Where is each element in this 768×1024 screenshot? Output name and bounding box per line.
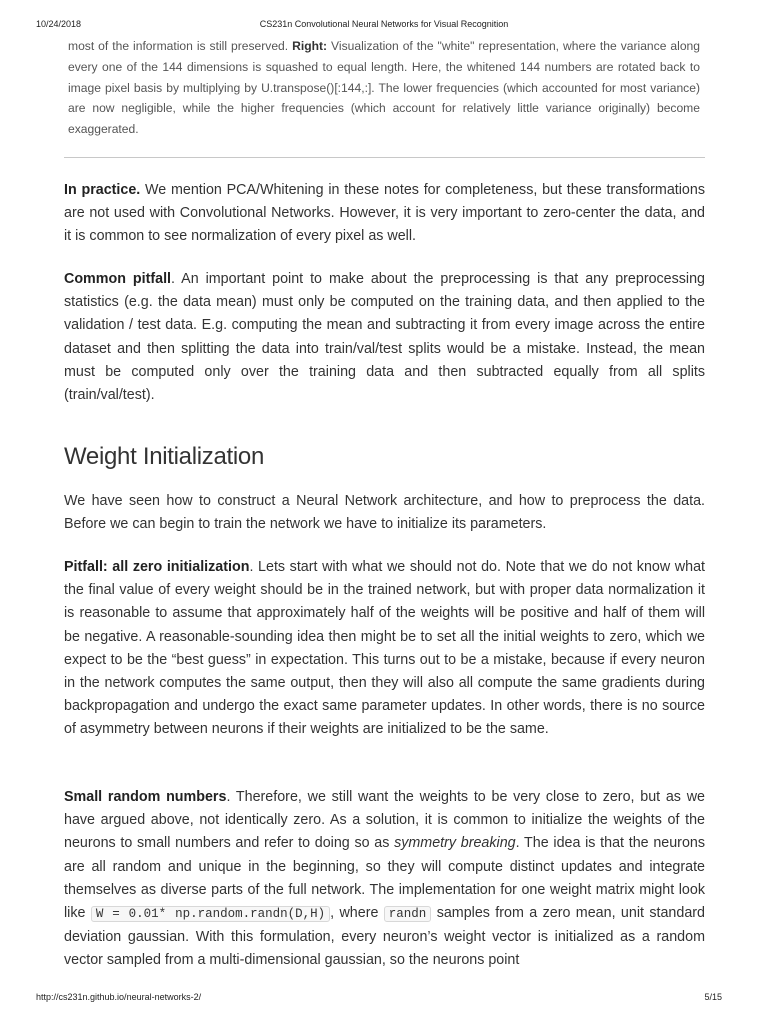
- section-divider: [64, 157, 705, 158]
- symmetry-breaking-term: symmetry breaking: [394, 835, 516, 852]
- common-pitfall-text: . An important point to make about the preprocessing is that any preprocessing statistics (e.g. the data mean) must only be computed on the training data, and then applied to the validation / test data. E.g. computing the mean and subtracting it from every image across the entire dataset and then splitting the data into train/val/test splits would be a mistake. Instead, the mean must be computed only over the training data and then subtracted equally from all splits (train/val/test).: [64, 271, 706, 404]
- small-random-text-1: . Therefore, we still want the weights to be very close to zero, but as we have argued above, not identically zero. As a solution, it is common to initialize the weights of the neurons to small numbers and refer to doing so as: [64, 789, 705, 852]
- caption-text-after: Visualization of the "white" representation, where the variance along every one of the 144 dimensions is squashed to equal length. Here, the whitened 144 numbers are rotated back to image pixel basis by multiplying by U.transpose()[:144,:]. The lower frequencies (which accounted for most variance) are now negligible, while the higher frequencies (which account for relatively little variance originally) become exaggerated.: [68, 39, 700, 137]
- section-heading-weight-initialization: Weight Initialization: [64, 443, 265, 470]
- small-random-text-3: , where: [330, 905, 384, 922]
- code-weight-init: W = 0.01* np.random.randn(D,H): [91, 906, 330, 922]
- weight-init-intro-paragraph: We have seen how to construct a Neural Network architecture, and how to preprocess the data. Before we can begin to train the network we have to initialize its parameters.: [64, 493, 705, 533]
- print-header: [36, 19, 732, 31]
- pitfall-zero-label: Pitfall: all zero initialization: [64, 559, 250, 575]
- small-random-label: Small random numbers: [64, 789, 227, 805]
- figure-caption: [68, 36, 700, 140]
- in-practice-paragraph: [64, 179, 705, 249]
- common-pitfall-paragraph: [64, 268, 705, 407]
- in-practice-label: In practice.: [64, 182, 141, 198]
- print-footer: [36, 992, 732, 1004]
- print-date: 10/24/2018: [36, 19, 82, 29]
- print-page-number: 5/15: [704, 992, 722, 1002]
- caption-right-label: Right:: [292, 39, 328, 53]
- print-page-title: CS231n Convolutional Neural Networks for Visual Recognition: [259, 19, 509, 29]
- common-pitfall-label: Common pitfall: [64, 271, 172, 287]
- pitfall-zero-text: . Lets start with what we should not do. Note that we do not know what the final value of every weight should be in the trained network, but with proper data normalization it is reasonable to assume that approximately half of the weights will be positive and half of them will be negative. A reasonable-sounding idea then might be to set all the initial weights to zero, which we expect to be the “best guess” in expectation. This turns out to be a mistake, because if every neuron in the network computes the same output, then they will also all compute the same gradients during backpropagation and undergo the exact same parameter updates. In other words, there is no source of asymmetry between neurons if their weights are initialized to be the same.: [64, 559, 705, 738]
- small-random-text-2: . The idea is that the neurons are all random and unique in the beginning, so they will compute distinct updates and integrate themselves as diverse parts of the full network. The implementation for one weight matrix might look like: [64, 835, 705, 922]
- small-random-text-4: samples from a zero mean, unit standard deviation gaussian. With this formulation, every neuron’s weight vector is initialized as a random vector sampled from a multi-dimensional gaussian, so the neurons point: [64, 905, 705, 969]
- print-url: http://cs231n.github.io/neural-networks-2/: [36, 992, 202, 1002]
- in-practice-text: We mention PCA/Whitening in these notes for completeness, but these transformations are not used with Convolutional Networks. However, it is very important to zero-center the data, and it is common to see normalization of every pixel as well.: [64, 182, 705, 245]
- pitfall-zero-paragraph: [64, 556, 705, 742]
- code-randn: randn: [384, 906, 432, 922]
- small-random-paragraph: [64, 786, 705, 973]
- caption-text-before: most of the information is still preserved.: [68, 39, 293, 53]
